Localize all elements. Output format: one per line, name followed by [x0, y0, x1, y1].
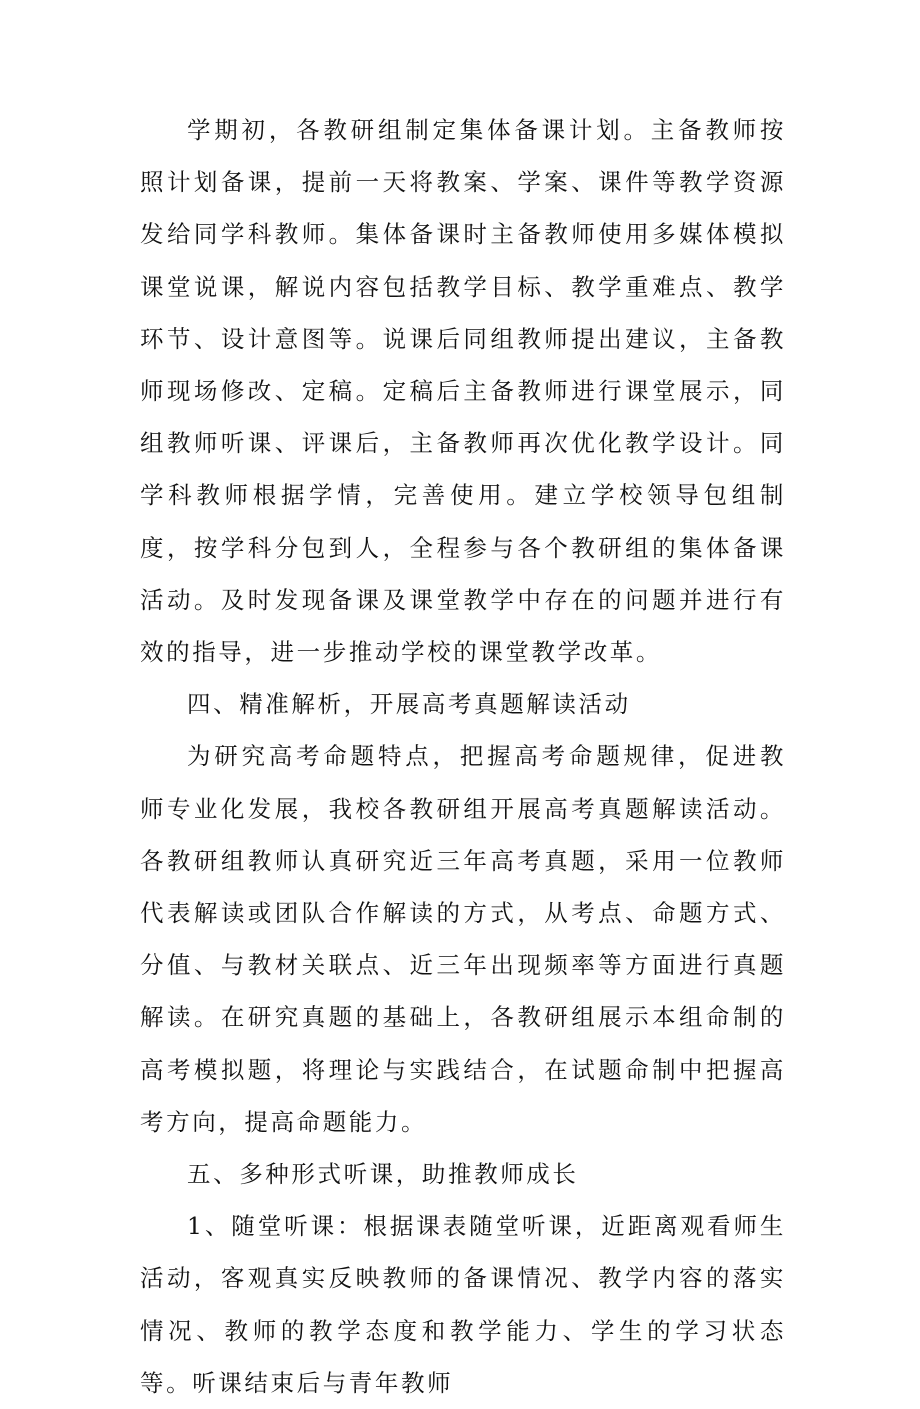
paragraph-exam-analysis: 为研究高考命题特点，把握高考命题规律，促进教师专业化发展，我校各教研组开展高考真题解读活动。各教研组教师认真研究近三年高考真题，采用一位教师代表解读或团队合作解读的方式，从考点、命题方式、分值、与教材关联点、近三年出现频率等方面进行真题解读。在研究真题的基础上，各教研组展示本组命制的高考模拟题，将理论与实践结合，在试题命制中把握高考方向，提高命题能力。	[140, 742, 786, 1136]
document-page	[140, 104, 786, 1409]
paragraph-collective-lesson-prep: 学期初，各教研组制定集体备课计划。主备教师按照计划备课，提前一天将教案、学案、课件等教学资源发给同学科教师。集体备课时主备教师使用多媒体模拟课堂说课，解说内容包括教学目标、教学重难点、教学环节、设计意图等。说课后同组教师提出建议，主备教师现场修改、定稿。定稿后主备教师进行课堂展示，同组教师听课、评课后，主备教师再次优化教学设计。同学科教师根据学情，完善使用。建立学校领导包组制度，按学科分包到人，全程参与各个教研组的集体备课活动。及时发现备课及课堂教学中存在的问题并进行有效的指导，进一步推动学校的课堂教学改革。	[140, 116, 786, 667]
section-heading-5: 五、多种形式听课，助推教师成长	[187, 1160, 579, 1189]
paragraph-classroom-observation: 1、随堂听课：根据课表随堂听课，近距离观看师生活动，客观真实反映教师的备课情况、教学内容的落实情况、教师的教学态度和教学能力、学生的学习状态等。听课结束后与青年教师	[140, 1212, 786, 1397]
section-heading-4: 四、精准解析，开展高考真题解读活动	[187, 690, 631, 719]
